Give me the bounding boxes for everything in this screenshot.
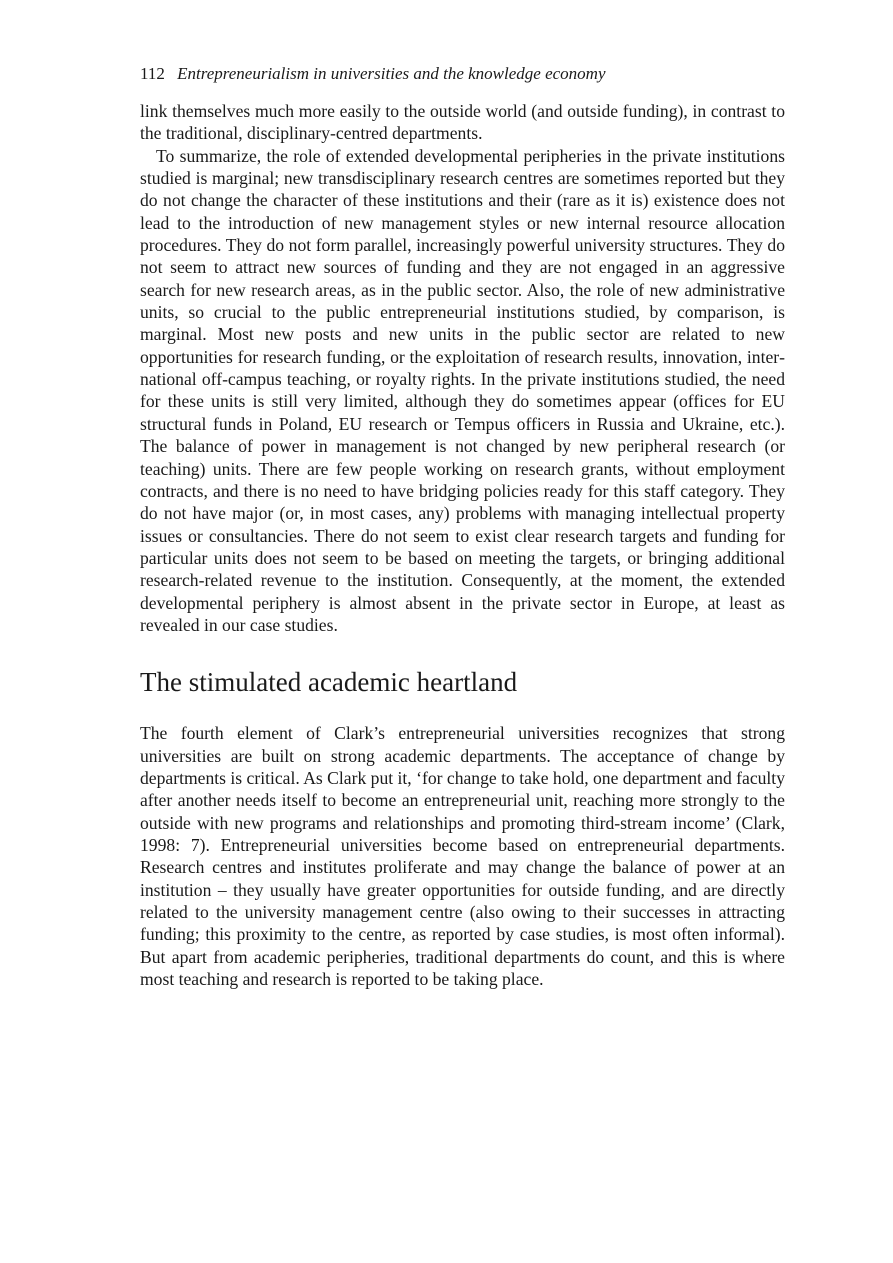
section-heading: The stimulated academic heartland: [140, 667, 518, 698]
paragraph-heartland: The fourth element of Clark’s entrepreneurial universities recognizes that strong universities are built on strong academic departments. The acceptance of change by departments is critical. As Clark put it, ‘for change to take hold, one department and faculty after another needs itself to become an entrepreneurial unit, reaching more strongly to the outside with new programs and relationships and promoting third-stream income’ (Clark, 1998: 7). Entrepreneurial universities become based on entrepreneurial departments. Research centres and institutes proliferate and may change the balance of power at an institution – they usually have greater opportunities for outside funding, and are directly related to the university management centre (also owing to their successes in attracting funding; this proximity to the centre, as reported by case studies, is most often informal). But apart from academic peripheries, traditional departments do count, and this is where most teaching and research is reported to be taking place.: [140, 723, 785, 990]
page-number: 112: [140, 64, 165, 83]
running-head-title: Entrepreneurialism in universities and the knowledge economy: [177, 64, 606, 83]
running-head: [140, 62, 785, 86]
paragraph-continuation: link themselves much more easily to the outside world (and outside funding), in contrast to the traditional, disciplinary-centred departments.: [140, 101, 785, 144]
book-page: [140, 62, 785, 990]
paragraph-summary: To summarize, the role of extended developmental peripheries in the private institutions studied is marginal; new transdisciplinary research centres are sometimes reported but they do not change the character of these institutions and their (rare as it is) existence does not lead to the introduction of new management styles or new internal resource allocation procedures. They do not form parallel, increasingly powerful university structures. They do not seem to attract new sources of funding and they are not engaged in an aggressive search for new research areas, as in the public sector. Also, the role of new administrative units, so crucial to the public entrepreneurial institutions studied, by comparison, is marginal. Most new posts and new units in the public sector are related to new opportunities for research funding, or the exploitation of research results, innovation, international off-campus teaching, or royalty rights. In the private institutions studied, the need for these units is still very limited, although they do sometimes appear (offices for EU structural funds in Poland, EU research or Tempus officers in Russia and Ukraine, etc.). The balance of power in management is not changed by new peripheral research (or teaching) units. There are few people working on research grants, without employment contracts, and there is no need to have bridging policies ready for this staff category. They do not have major (or, in most cases, any) problems with managing intellectual property issues or consultancies. There do not seem to exist clear research targets and funding for particular units does not seem to be based on meeting the targets, or bringing additional research-related revenue to the institution. Consequently, at the moment, the extended developmental periphery is almost absent in the private sector in Europe, at least as revealed in our case studies.: [140, 145, 785, 635]
